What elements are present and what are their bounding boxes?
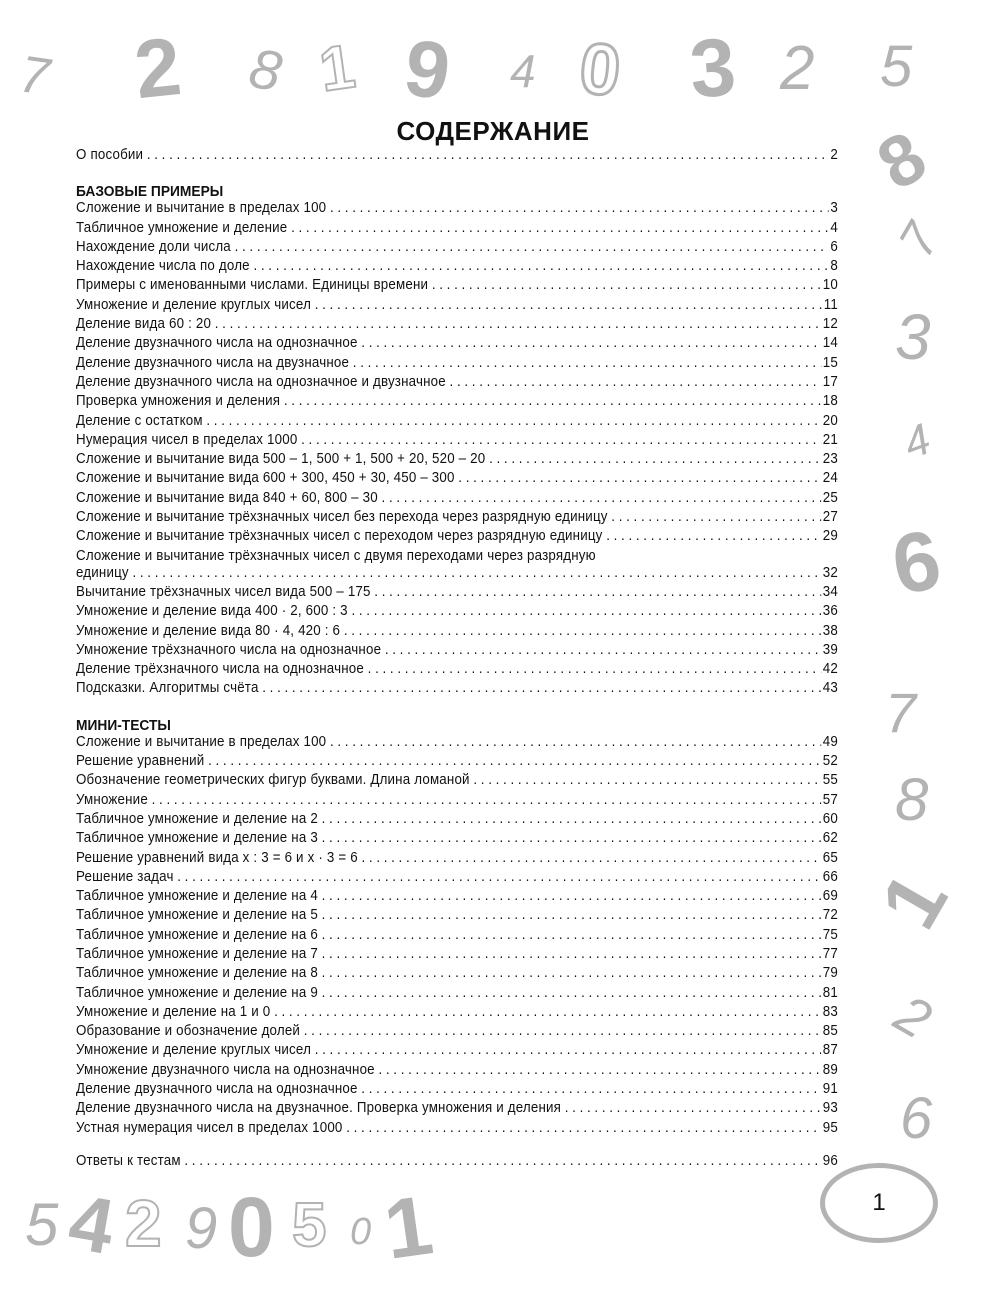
toc-entry[interactable]	[76, 1042, 838, 1061]
toc-entry-page: 77	[822, 945, 839, 962]
dot-leader	[177, 869, 821, 885]
toc-entry[interactable]	[76, 603, 838, 622]
toc-entry[interactable]	[76, 623, 838, 642]
digit-decoration: 2	[780, 34, 815, 103]
toc-entry[interactable]	[76, 1120, 838, 1139]
toc-entry[interactable]	[76, 985, 838, 1004]
digit-decoration: 8	[864, 116, 940, 206]
toc-entry-page: 91	[822, 1081, 839, 1098]
toc-entry-label: Табличное умножение и деление на 4	[76, 888, 318, 905]
dot-leader	[147, 147, 829, 163]
toc-entry-page: 27	[822, 509, 839, 526]
toc-entry-page: 96	[822, 1152, 839, 1169]
toc-entry-label: Нумерация чисел в пределах 1000	[76, 431, 298, 448]
toc-entry-label: Умножение трёхзначного числа на однозначное	[76, 641, 382, 658]
dot-leader	[361, 850, 820, 866]
page-number: 1	[872, 1189, 886, 1216]
toc-entry-page: 36	[822, 603, 839, 620]
toc-entry-page: 72	[822, 907, 839, 924]
toc-entry[interactable]	[76, 335, 838, 354]
toc-entry-label: Решение уравнений вида x : 3 = 6 и x · 3 = 6	[76, 849, 358, 866]
toc-entry-label: Обозначение геометрических фигур буквами. Длина ломаной	[76, 772, 470, 789]
toc-entry-page: 6	[830, 238, 839, 255]
toc-entry[interactable]	[76, 584, 838, 603]
toc-entry-page: 21	[822, 431, 839, 448]
toc-entry[interactable]	[76, 528, 838, 547]
toc-entry-label: Подсказки. Алгоритмы счёта	[76, 680, 259, 697]
toc-entry-page: 15	[822, 354, 839, 371]
toc-entry-page: 55	[822, 772, 839, 789]
digit-decoration: 6	[900, 1086, 933, 1151]
dot-leader	[322, 946, 821, 962]
section-heading: МИНИ-ТЕСТЫ	[76, 717, 171, 734]
digit-decoration: 4	[510, 45, 536, 97]
toc-entry-label: Сложение и вычитание вида 600 + 300, 450 + 30, 450 – 300	[76, 470, 455, 487]
toc-entry[interactable]	[76, 811, 838, 830]
toc-entry[interactable]	[76, 147, 838, 166]
dot-leader	[450, 374, 821, 390]
toc-entry-label: Сложение и вычитание в пределах 100	[76, 200, 327, 217]
dot-leader	[489, 451, 821, 467]
digit-decoration: 5	[25, 1191, 59, 1258]
toc-entry-label: Умножение	[76, 791, 148, 808]
digit-decoration: 1	[315, 31, 360, 106]
toc-entry-label: Деление трёхзначного числа на однозначное	[76, 661, 365, 678]
dot-leader	[304, 1023, 821, 1039]
dot-leader	[322, 811, 821, 827]
toc-entry[interactable]	[76, 888, 838, 907]
toc-entry-label: Табличное умножение и деление на 8	[76, 965, 318, 982]
dot-leader	[611, 509, 821, 525]
toc-entry[interactable]	[76, 413, 838, 432]
dot-leader	[184, 1153, 821, 1169]
toc-entry-page: 25	[822, 489, 839, 506]
toc-entry-page: 18	[822, 393, 839, 410]
digit-decoration: 3	[686, 21, 739, 116]
toc-entry-label: Умножение и деление на 1 и 0	[76, 1003, 271, 1020]
digit-decoration: 4	[897, 414, 937, 469]
toc-entry-page: 38	[822, 622, 839, 639]
toc-entry-label: Сложение и вычитание вида 840 + 60, 800 – 30	[76, 489, 378, 506]
toc-entry[interactable]	[76, 850, 838, 869]
dot-leader	[330, 200, 829, 216]
toc-entry-label: Табличное умножение и деление на 7	[76, 945, 318, 962]
digit-decoration: 4	[62, 1176, 121, 1272]
toc-entry-page: 14	[822, 335, 839, 352]
toc-entry[interactable]	[76, 374, 838, 393]
toc-entry-page: 79	[822, 965, 839, 982]
toc-entry-label: Табличное умножение и деление на 2	[76, 810, 318, 827]
digit-decoration: 9	[185, 1196, 218, 1261]
toc-entry-label: Деление двузначного числа на двузначное. Проверка умножения и деления	[76, 1100, 562, 1117]
dot-leader	[322, 888, 821, 904]
toc-entry-label: Сложение и вычитание трёхзначных чисел без перехода через разрядную единицу	[76, 509, 608, 526]
dot-leader	[346, 1120, 821, 1136]
toc-entry-page: 39	[822, 641, 839, 658]
dot-leader	[368, 661, 821, 677]
toc-entry-label: Умножение и деление вида 400 · 2, 600 : 3	[76, 603, 348, 620]
toc-entry[interactable]	[76, 470, 838, 489]
digit-decoration: 0	[575, 28, 625, 112]
dot-leader	[344, 623, 821, 639]
toc-entry-page: 32	[822, 564, 839, 581]
section-list	[76, 734, 838, 1139]
toc-entry[interactable]	[76, 642, 838, 661]
toc-entry-label: Деление двузначного числа на однозначное	[76, 1081, 358, 1098]
toc-entry[interactable]	[76, 830, 838, 849]
dot-leader	[351, 603, 821, 619]
toc-entry-page: 34	[822, 583, 839, 600]
toc-entry[interactable]	[76, 565, 838, 584]
dot-leader	[606, 528, 821, 544]
digit-decoration: 5	[880, 34, 913, 99]
dot-leader	[322, 907, 821, 923]
toc-entry-page: 60	[822, 810, 839, 827]
dot-leader	[382, 490, 821, 506]
toc-entry-label: Табличное умножение и деление на 6	[76, 926, 318, 943]
toc-entry-page: 69	[822, 888, 839, 905]
toc-entry[interactable]	[76, 200, 838, 219]
toc-entry-label: Деление вида 60 : 20	[76, 316, 212, 333]
toc-entry-page: 49	[822, 733, 839, 750]
toc-entry-label: Табличное умножение и деление на 9	[76, 984, 318, 1001]
toc-entry[interactable]	[76, 1023, 838, 1042]
toc-entry-label: Проверка умножения и деления	[76, 393, 281, 410]
toc-entry[interactable]	[76, 1004, 838, 1023]
dot-leader	[353, 355, 821, 371]
toc-entry-page: 11	[823, 296, 839, 313]
toc-entry[interactable]	[76, 661, 838, 680]
toc-entry[interactable]	[76, 316, 838, 335]
toc-entry[interactable]	[76, 490, 838, 509]
toc-entry-label: Табличное умножение и деление	[76, 219, 288, 236]
dot-leader	[208, 753, 821, 769]
digit-decoration: 3	[895, 301, 931, 373]
table-of-contents	[76, 147, 838, 1172]
dot-leader	[330, 734, 821, 750]
toc-entry[interactable]	[76, 1062, 838, 1081]
toc-entry[interactable]	[76, 1153, 838, 1172]
toc-entry[interactable]	[76, 965, 838, 984]
digit-decoration: 0	[350, 1211, 372, 1253]
dot-leader	[215, 316, 821, 332]
toc-entry-label: Образование и обозначение долей	[76, 1023, 301, 1040]
digit-decoration: 2	[885, 983, 942, 1051]
digit-decoration: 0	[228, 1180, 275, 1274]
toc-entry-label: Вычитание трёхзначных чисел вида 500 – 175	[76, 583, 371, 600]
toc-entry-page: 4	[830, 219, 839, 236]
dot-leader	[315, 1042, 821, 1058]
toc-entry-page: 75	[822, 926, 839, 943]
toc-entry[interactable]	[76, 927, 838, 946]
toc-entry-label: Деление двузначного числа на двузначное	[76, 354, 350, 371]
toc-entry-label: Умножение и деление круглых чисел	[76, 1042, 312, 1059]
toc-entry[interactable]	[76, 946, 838, 965]
toc-entry[interactable]	[76, 1081, 838, 1100]
toc-entry-page: 2	[830, 147, 839, 163]
digit-decoration: 7	[885, 681, 917, 744]
toc-entry-page: 89	[822, 1061, 839, 1078]
page-number-badge	[820, 1163, 938, 1243]
toc-entry-label: Умножение и деление круглых чисел	[76, 296, 312, 313]
toc-entry-label: Табличное умножение и деление на 3	[76, 830, 318, 847]
dot-leader	[374, 584, 821, 600]
dot-leader	[235, 239, 829, 255]
digit-decoration: 5	[292, 1191, 327, 1260]
toc-entry-page: 93	[822, 1100, 839, 1117]
toc-entry-label: Сложение и вычитание трёхзначных чисел с переходом через разрядную единицу	[76, 528, 603, 545]
toc-entry[interactable]	[76, 393, 838, 412]
toc-entry-label: Деление двузначного числа на однозначное и двузначное	[76, 373, 446, 390]
dot-leader	[253, 258, 828, 274]
digit-decoration: 1	[863, 858, 966, 944]
digit-decoration: 6	[885, 511, 948, 613]
toc-entry[interactable]	[76, 277, 838, 296]
dot-leader	[152, 792, 821, 808]
toc-entry-page: 66	[822, 868, 839, 885]
toc-entry-page: 43	[822, 680, 839, 697]
toc-entry-page: 24	[822, 470, 839, 487]
dot-leader	[315, 297, 822, 313]
digit-decoration: 2	[130, 20, 186, 117]
toc-entry-page: 65	[822, 849, 839, 866]
dot-leader	[361, 335, 821, 351]
dot-leader	[322, 965, 821, 981]
digit-decoration: 1	[378, 1177, 439, 1277]
toc-entry-page: 10	[822, 277, 839, 294]
toc-entry-page: 20	[822, 412, 839, 429]
toc-entry-page: 62	[822, 830, 839, 847]
toc-entry-page: 3	[830, 200, 839, 217]
toc-entry-page: 29	[822, 528, 839, 545]
toc-entry[interactable]	[76, 869, 838, 888]
toc-entry[interactable]	[76, 258, 838, 277]
dot-leader	[378, 1062, 821, 1078]
toc-entry-page: 87	[822, 1042, 839, 1059]
dot-leader	[274, 1004, 821, 1020]
toc-entry-page: 95	[822, 1119, 839, 1136]
toc-entry[interactable]	[76, 1100, 838, 1119]
dot-leader	[262, 680, 821, 696]
toc-entry-label: Устная нумерация чисел в пределах 1000	[76, 1119, 343, 1136]
dot-leader	[458, 470, 821, 486]
toc-entry-label: Нахождение доли числа	[76, 238, 231, 255]
toc-entry[interactable]	[76, 297, 838, 316]
dot-leader	[284, 393, 821, 409]
toc-entry-page: 57	[822, 791, 839, 808]
toc-entry[interactable]	[76, 509, 838, 528]
toc-entry-label: Умножение и деление вида 80 · 4, 420 : 6	[76, 622, 341, 639]
dot-leader	[473, 772, 821, 788]
digit-decoration: 7	[887, 213, 951, 267]
toc-entry-page: 81	[822, 984, 839, 1001]
dot-leader	[206, 413, 821, 429]
toc-entry-page: 8	[830, 258, 839, 275]
digit-decoration: 8	[895, 766, 929, 833]
section-heading: БАЗОВЫЕ ПРИМЕРЫ	[76, 184, 224, 201]
toc-entry-page: 12	[822, 316, 839, 333]
dot-leader	[322, 830, 821, 846]
digit-decoration: 8	[244, 35, 287, 104]
page-title: СОДЕРЖАНИЕ	[396, 116, 590, 146]
toc-entry-page: 52	[822, 753, 839, 770]
toc-entry[interactable]	[76, 239, 838, 258]
toc-entry-label: Ответы к тестам	[76, 1152, 181, 1169]
digit-decoration: 2	[125, 1186, 162, 1260]
toc-entry-label: Примеры с именованными числами. Единицы времени	[76, 277, 429, 294]
digit-decoration: 9	[399, 22, 456, 117]
toc-entry-page: 23	[822, 451, 839, 468]
toc-entry-label: Решение задач	[76, 868, 174, 885]
toc-entry[interactable]	[76, 753, 838, 772]
dot-leader	[385, 642, 821, 658]
toc-entry-page: 17	[822, 373, 839, 390]
toc-entry-page: 42	[822, 661, 839, 678]
section-list	[76, 200, 838, 699]
toc-entry-label: Сложение и вычитание трёхзначных чисел с двумя переходами через разрядную	[76, 547, 596, 564]
toc-entry-label: Табличное умножение и деление на 5	[76, 907, 318, 924]
toc-entry-label-continued: единицу	[76, 564, 129, 581]
dot-leader	[322, 985, 821, 1001]
toc-entry-page: 83	[822, 1003, 839, 1020]
toc-entry[interactable]	[76, 680, 838, 699]
dot-leader	[132, 565, 821, 581]
toc-entry-label: О пособии	[76, 147, 144, 163]
toc-entry[interactable]	[76, 907, 838, 926]
toc-entry[interactable]	[76, 734, 838, 753]
toc-entry-label: Сложение и вычитание вида 500 – 1, 500 + 1, 500 + 20, 520 – 20	[76, 451, 486, 468]
toc-entry-label: Умножение двузначного числа на однозначное	[76, 1061, 375, 1078]
toc-entry-label: Сложение и вычитание в пределах 100	[76, 733, 327, 750]
digit-decoration: 7	[16, 45, 53, 107]
dot-leader	[322, 927, 821, 943]
toc-entry-page: 85	[822, 1023, 839, 1040]
toc-entry[interactable]	[76, 772, 838, 791]
toc-entry[interactable]	[76, 220, 838, 239]
dot-leader	[432, 277, 821, 293]
dot-leader	[301, 432, 821, 448]
dot-leader	[565, 1100, 821, 1116]
toc-entry[interactable]	[76, 792, 838, 811]
toc-entry[interactable]	[76, 451, 838, 470]
toc-entry-label: Решение уравнений	[76, 753, 205, 770]
toc-entry[interactable]	[76, 355, 838, 374]
dot-leader	[361, 1081, 821, 1097]
dot-leader	[291, 220, 828, 236]
toc-entry-label: Нахождение числа по доле	[76, 258, 250, 275]
toc-entry-label: Деление двузначного числа на однозначное	[76, 335, 358, 352]
toc-entry-line[interactable]	[76, 548, 838, 565]
toc-entry-label: Деление с остатком	[76, 412, 203, 429]
toc-entry[interactable]	[76, 432, 838, 451]
